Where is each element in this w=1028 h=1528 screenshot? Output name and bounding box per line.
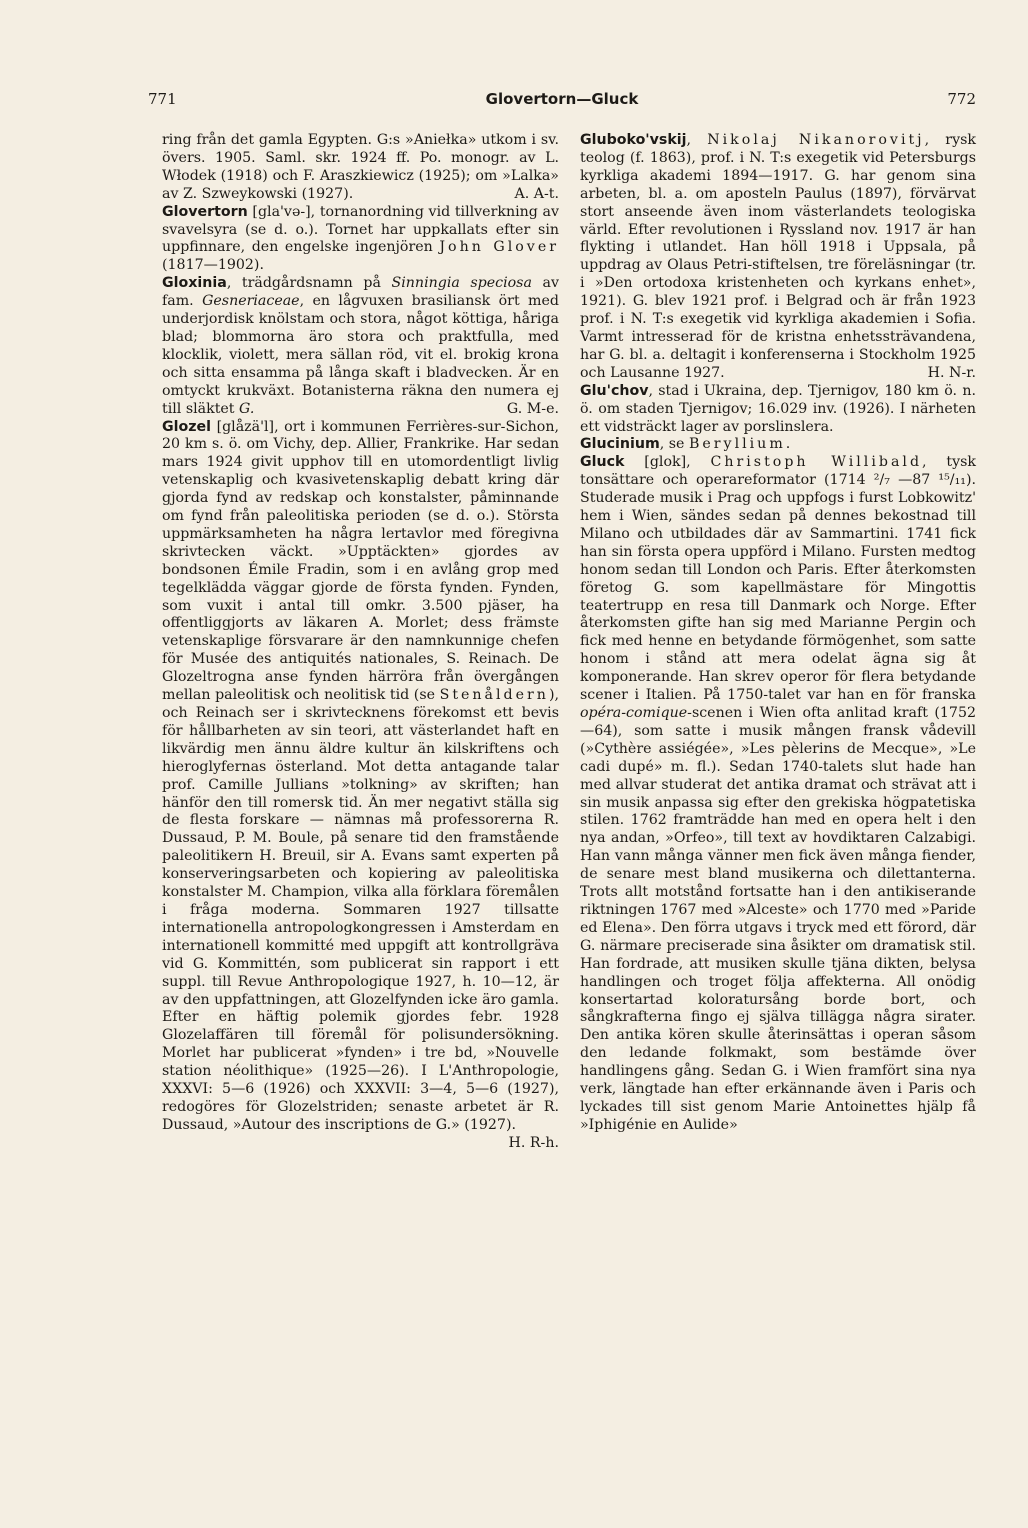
entry-person-name: Christoph Willibald <box>710 454 923 471</box>
entry-gloxinia <box>162 275 559 418</box>
page-number-left: 771 <box>148 90 177 108</box>
entry-glozel <box>162 418 559 1151</box>
entry-term: Glovertorn <box>162 203 248 220</box>
entry-prus-continuation <box>162 132 559 204</box>
entry-italic: Gesneriaceae <box>202 293 300 310</box>
author-signature: H. N-r. <box>927 364 976 381</box>
entry-person-name: Nikolaj Nikanorovitj <box>707 132 925 148</box>
entry-text: , trädgårdsnamn på <box>226 275 392 292</box>
author-signature: G. M-e. <box>506 400 559 417</box>
entry-gluck <box>580 454 976 1134</box>
entry-text: , se <box>659 436 689 453</box>
page-header <box>148 90 976 120</box>
entry-text: , rysk teolog (f. 1863), prof. i N. T:s exegetik vid Petersburgs kyrkliga akademi 1894—1917. G. har genom sina arbeten, bl. a. om aposteln Paulus (1897), förvärvat stort anseende även inom västerlandets teologiska värld. Efter revolutionen i Ryssland nov. 1917 är han flykting i utlandet. Han höll 1918 i Uppsala, på uppdrag av Olaus Petri-stiftelsen, tre föreläsningar (tr. i »Den ortodoxa kristenheten och kyrkans enhet», 1921). G. blev 1921 prof. i Belgrad och är från 1923 prof. i N. T:s exegetik vid kyrkliga akademien i Sofia. Varmt intresserad för de kristna enhetssträvandena, har G. bl. a. deltagit i konferenserna i Stockholm 1925 och Lausanne 1927. <box>580 132 976 381</box>
entry-text: , stad i Ukraina, dep. Tjernigov, 180 km ö. n. ö. om staden Tjernigov; 16.029 inv. (1926). I närheten ett vidsträckt lager av porslinslera. <box>580 382 976 435</box>
entry-text: . <box>785 436 791 453</box>
entry-italic: Sinningia speciosa <box>391 275 532 292</box>
entry-term: Glozel <box>162 418 211 435</box>
entry-person-name: John Glover <box>439 239 559 256</box>
entry-text: ), och Reinach ser i skrivtecknens förekomst ett bevis för hållbarheten av sin teori, att västerlandet haft en likvärdig men ännu äldre kultur än kilskriftens och hieroglyfernas österland. Mot detta antagande talar prof. Camille Jullians »tolkning» av skriften; han hänför den till romersk tid. Än mer negativt ställa sig de flesta forskare — nämnas må professorerna R. Dussaud, P. M. Boule, på senare tid den framstående paleolitikern H. Breuil, sir A. Evans samt experten på konserveringsarbeten och kopiering av paleolitiska konstalster M. Champion, vilka alla förklara föremålen i fråga moderna. Sommaren 1927 tillsatte internationella antropologkongressen i Amsterdam en internationell kommitté med uppgift att kontrollgräva vid G. Kommittén, som publicerat sin rapport i ett suppl. till Revue Anthropologique 1927, h. 10—12, är av den uppfattningen, att Glozelfynden icke äro gamla. Efter en häftig polemik gjordes febr. 1928 Glozelaffären till föremål för polisundersökning. Morlet har publicerat »fynden» i tre bd, »Nouvelle station néolithique» (1925—26). I L'Anthropologie, XXXVI: 5—6 (1926) och XXXVII: 3—4, 5—6 (1927), redogöres för Glozelstriden; senaste arbetet är R. Dussaud, »Autour des inscriptions de G.» (1927). <box>162 687 559 1133</box>
author-signature: H. R-h. <box>508 1134 559 1151</box>
entry-text: ring från det gamla Egypten. G:s »Aniełka» utkom i sv. övers. 1905. Saml. skr. 1924 ff. Po. monogr. av L. Włodek (1918) och F. Araszkiewicz (1925); om »Lalka» av Z. Szweykowski (1927). <box>162 132 559 202</box>
right-column <box>580 132 976 1135</box>
running-head: Glovertorn—Gluck <box>485 90 639 108</box>
entry-term: Glu'chov <box>580 382 649 399</box>
entry-italic: opéra-comique <box>580 705 688 721</box>
entry-glucinium <box>580 436 976 454</box>
entry-cross-reference: Stenåldern <box>439 687 549 704</box>
entry-text: -scenen i Wien ofta anlitad kraft (1752—64), som satte i musik mången fransk vådevill (»Cythère assiégée», »Les pèlerins de Mecque», »Le cadi dupé» m. fl.). Sedan 1740-talets slut hade han med allvar studerat det antika dramat och strävat att i sin musik anpassa sig efter den grekiska högpatetiska stilen. 1762 framträdde han med en opera helt i den nya andan, »Orfeo», till text av hovdiktaren Calzabigi. Han vann många vänner men fick även många fiender, de senare mest bland musikerna och dilettanterna. Trots allt motstånd fortsatte han i den antikiserande riktningen 1767 med »Alceste» och 1770 med »Paride ed Elena». Den förra utgavs i tryck med ett förord, där G. närmare preciserade sina åsikter om dramatisk stil. Han fordrade, att musiken skulle tjäna dikten, belysa handlingen och troget följa affekterna. All onödig konsertartad koloratursång borde bort, och sångkrafterna fingo ej själva tillägga några sirater. Den antika kören skulle återinsättas i operan såsom den ledande folkmakt, som bestämde över handlingens gång. Sedan G. i Wien framfört sina nya verk, längtade han efter erkännande även i Paris och lyckades till sist genom Marie Antoinettes hjälp få »Iphigénie en Aulide» <box>580 705 976 1133</box>
entry-term: Gluck <box>580 454 625 471</box>
entry-cross-reference: Beryllium <box>688 436 786 453</box>
entry-italic: G. <box>239 400 255 417</box>
left-column <box>162 132 559 1153</box>
entry-glubokovskij: Gluboko'vskij, Nikolaj Nikanorovitj, rysk teolog (f. 1863), prof. i N. T:s exegetik vid Petersburgs kyrkliga akademi 1894—1917. G. har genom sina arbeten, bl. a. om aposteln Paulus (1897), förvärvat stort anseende även inom västerlandets teologiska värld. Efter revolutionen i Ryssland nov. 1917 är han flykting i utlandet. Han höll 1918 i Uppsala, på uppdrag av Olaus Petri-stiftelsen, tre föreläsningar (tr. i »Den ortodoxa kristenheten och kyrkans enhet», 1921). G. blev 1921 prof. i Belgrad och är från 1923 prof. i N. T:s exegetik vid kyrkliga akademien i Sofia. Varmt intresserad för de kristna enhetssträvandena, har G. bl. a. deltagit i konferenserna i Stockholm 1925 och Lausanne 1927. H. N-r. <box>580 132 976 381</box>
entry-term: Gloxinia <box>162 275 227 292</box>
entry-text: [gla'və-], tornanordning vid tillverkning av svavelsyra (se d. o.). Tornet har uppkallats efter sin uppfinnare, den engelske ingenjören <box>162 203 559 256</box>
entry-gluchov <box>580 383 976 437</box>
entry-text: [glåzä'l], ort i kommunen Ferrières-sur-Sichon, 20 km s. ö. om Vichy, dep. Allier, Frankrike. Har sedan mars 1924 givit upphov till en utomordentligt livlig vetenskaplig och kvasivetenskaplig debatt kring där gjorda fynd av redskap och konstalster, påminnande om fynd från paleolitiska perioden (se d. o.). Största uppmärksamheten ha några lertavlor med föregivna skrivtecken väckt. »Upptäckten» gjordes av bondsonen Émile Fradin, som i en avlång grop med tegelklädda väggar gjorde de första fynden. Fynden, som vuxit i antal till omkr. 3.500 pjäser, ha offentliggjorts av läkaren A. Morlet; dess främste vetenskaplige försvarare är den namnkunnige chefen för Musée des antiquités nationales, S. Reinach. De Glozeltrogna anse fynden härröra från övergången mellan paleolitisk och neolitisk tid (se <box>162 418 559 704</box>
entry-term: Gluboko'vskij <box>580 132 687 148</box>
author-signature: A. A-t. <box>514 185 559 202</box>
entry-glovertorn <box>162 204 559 276</box>
entry-term: Glucinium <box>580 436 660 453</box>
entry-text: , tysk tonsättare och operareformator (1714 ²/₇ —87 ¹⁵/₁₁). Studerade musik i Prag och uppfogs i furst Lobkowitz' hem i Wien, sändes sedan på dennes bekostnad till Milano och utbildades där av Sammartini. 1741 fick han sin första opera uppförd i Milano. Fursten medtog honom sedan till London och Paris. Efter återkomsten företog G. som kapellmästare för Mingottis teatertrupp en resa till Danmark och Norge. Efter återkomsten gifte han sig med Marianne Pergin och fick med henne en betydande förmögenhet, som satte honom i stånd att mera odelat ägna sig åt komponerande. Han skrev operor för flera betydande scener i Italien. På 1750-talet var han en för franska <box>580 454 976 704</box>
entry-text: av fam. <box>162 275 559 310</box>
entry-text: [glok], <box>624 454 711 471</box>
entry-text: , en lågvuxen brasiliansk ört med underjordisk knölstam och stora, något köttiga, håriga blad; blommorna äro stora och praktfulla, med klocklik, violett, mera sällan röd, vit el. brokig krona och sitta ensamma på långa skaft i bladvecken. Är en omtyckt krukväxt. Botanisterna räkna den numera ej till släktet <box>162 293 559 417</box>
entry-text: (1817—1902). <box>162 257 264 274</box>
page-number-right: 772 <box>947 90 976 108</box>
